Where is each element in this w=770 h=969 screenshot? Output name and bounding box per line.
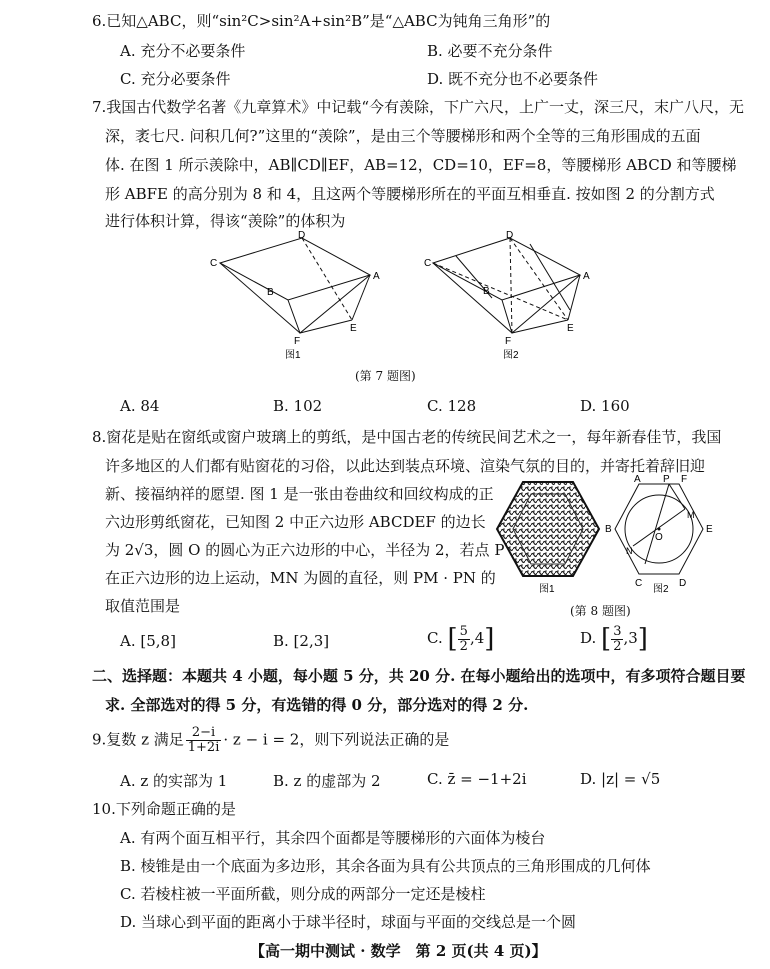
q10-stem: 10.下列命题正确的是 (92, 800, 236, 818)
q8-option-d (580, 624, 648, 654)
q7-figure-caption: (第 7 题图) (355, 369, 416, 383)
q7-line-3: 体. 在图 1 所示羡除中，AB∥CD∥EF，AB=12，CD=10，EF=8，等腰梯形 ABCD 和等腰梯 (105, 156, 737, 174)
q7-fig2-label-d: D (506, 230, 514, 241)
q7-line-1: 7.我国古代数学名著《九章算术》中记载“今有羡除，下广六尺，上广一丈，深三尺，末广八尺，无 (92, 98, 744, 116)
q7-fig1-label-d: D (298, 230, 306, 241)
q7-fig1-diagram (220, 238, 370, 333)
q6-option-c: C. 充分必要条件 (120, 70, 231, 88)
q8-option-c (427, 624, 494, 654)
q8-option-b: B. [2,3] (273, 632, 330, 650)
q7-option-a: A. 84 (120, 397, 160, 415)
q7-fig1-label-c: C (210, 258, 218, 269)
q8-line-2: 许多地区的人们都有贴窗花的习俗，以此达到装点环境、渲染气氛的目的，并寄托着辞旧迎 (105, 457, 706, 475)
q6-stem: 6.已知△ABC，则“sin²C>sin²A+sin²B”是“△ABC为钝角三角形”的 (92, 12, 551, 30)
q8-fig2-label-a: A (634, 474, 641, 485)
q6-option-b: B. 必要不充分条件 (427, 42, 553, 60)
q8-line-4: 六边形剪纸窗花，已知图 2 中正六边形 ABCDEF 的边长 (105, 513, 486, 531)
q8-fig2-label-p: P (663, 474, 670, 485)
q7-fig1-label-a: A (373, 271, 380, 282)
q7-figure (200, 230, 600, 370)
q7-option-c: C. 128 (427, 397, 477, 415)
q8-option-d-right-bracket: ] (637, 624, 648, 654)
q8-option-c-fraction: $\frac{5}{2}$ (459, 623, 468, 654)
q8-option-d-tail: ,3 (623, 629, 638, 647)
q8-fig2-label-o: O (655, 532, 663, 543)
q8-option-d-left-bracket: [ (601, 624, 612, 654)
q8-line-3: 新、接福纳祥的愿望. 图 1 是一张由卷曲纹和回纹构成的正 (105, 485, 494, 503)
q9-option-b: B. z 的虚部为 2 (273, 772, 381, 790)
q9-option-a: A. z 的实部为 1 (120, 772, 228, 790)
q8-fig2-label-n: N (626, 546, 633, 556)
q7-fig1-label-e: E (350, 323, 357, 334)
q7-fig2-label-a: A (583, 271, 590, 282)
q7-fig1-label-f: F (294, 336, 301, 347)
q8-line-6: 在正六边形的边上运动，MN 为圆的直径，则 PM · PN 的 (105, 569, 496, 587)
q9-fraction: $\frac{2-i}{1+2i}$ (187, 725, 220, 755)
q10-option-a: A. 有两个面互相平行，其余四个面都是等腰梯形的六面体为棱台 (120, 829, 546, 847)
q8-option-a: A. [5,8] (120, 632, 176, 650)
q8-fig2-label-b: B (605, 524, 612, 535)
q8-fig2-label-c: C (635, 578, 643, 589)
q8-option-c-prefix: C. (427, 629, 443, 647)
q10-option-d: D. 当球心到平面的距离小于球半径时，球面与平面的交线总是一个圆 (120, 913, 577, 931)
q8-fig2-label-f: F (681, 474, 688, 485)
q7-line-5: 进行体积计算，得该“羡除”的体积为 (105, 212, 346, 230)
section-2-heading-line-2: 求. 全部选对的得 5 分，有选错的得 0 分，部分选对的得 2 分. (105, 696, 529, 714)
q6-option-a: A. 充分不必要条件 (120, 42, 246, 60)
q8-fig2-label-e: E (706, 524, 713, 535)
q8-option-d-fraction: $\frac{3}{2}$ (613, 623, 622, 654)
q9-option-d: D. |z| = √5 (580, 770, 661, 788)
q8-fig2-label-m: M (687, 510, 695, 520)
q7-fig2-label-e: E (567, 323, 574, 334)
q7-line-2: 深，袤七尺. 问积几何?”这里的“羡除”，是由三个等腰梯形和两个全等的三角形围成的五面 (105, 127, 701, 145)
q8-figure (495, 474, 720, 604)
q7-option-d: D. 160 (580, 397, 630, 415)
q8-line-7: 取值范围是 (105, 597, 181, 615)
q10-option-c: C. 若棱柱被一平面所截，则分成的两部分一定还是棱柱 (120, 885, 486, 903)
q8-option-c-tail: ,4 (469, 629, 485, 647)
q8-line-5: 为 2√3，圆 O 的圆心为正六边形的中心，半径为 2，若点 P (105, 541, 505, 559)
q8-option-c-left-bracket: [ (447, 624, 458, 654)
q7-line-4: 形 ABFE 的高分别为 8 和 4，且这两个等腰梯形所在的平面互相垂直. 按如图 2 的分割方式 (105, 185, 715, 203)
q7-fig2-label-b: B (483, 286, 490, 297)
q8-fig2-caption: 图2 (653, 584, 669, 595)
q10-option-b: B. 棱锥是由一个底面为多边形，其余各面为具有公共顶点的三角形围成的几何体 (120, 857, 651, 875)
q7-option-b: B. 102 (273, 397, 323, 415)
q9-stem-suffix: · z − i = 2，则下列说法正确的是 (223, 730, 450, 749)
page-footer: 【高一期中测试 · 数学 第 2 页(共 4 页)】 (250, 942, 547, 960)
q9-option-c: C. z̄ = −1+2i (427, 770, 527, 788)
q8-papercut-hexagon (497, 482, 599, 576)
q9-stem-prefix: 9.复数 z 满足 (92, 730, 184, 749)
q9-stem (92, 726, 449, 755)
q8-option-d-prefix: D. (580, 629, 597, 647)
q7-fig2-diagram (433, 238, 580, 333)
section-2-heading-line-1: 二、选择题：本题共 4 小题，每小题 5 分，共 20 分. 在每小题给出的选项中，有多项符合题目要 (92, 667, 746, 685)
q8-figure-caption: (第 8 题图) (570, 604, 631, 618)
q8-fig1-caption: 图1 (539, 584, 555, 595)
q7-fig1-label-b: B (267, 287, 274, 298)
q7-fig2-label-c: C (424, 258, 432, 269)
q8-line-1: 8.窗花是贴在窗纸或窗户玻璃上的剪纸，是中国古老的传统民间艺术之一，每年新春佳节，我国 (92, 428, 722, 446)
q6-option-d: D. 既不充分也不必要条件 (427, 70, 599, 88)
q8-fig2-label-d: D (679, 578, 687, 589)
q7-fig1-caption: 图1 (285, 350, 301, 361)
q7-fig2-caption: 图2 (503, 350, 519, 361)
q8-option-c-right-bracket: ] (484, 624, 495, 654)
q7-fig2-label-f: F (505, 336, 512, 347)
